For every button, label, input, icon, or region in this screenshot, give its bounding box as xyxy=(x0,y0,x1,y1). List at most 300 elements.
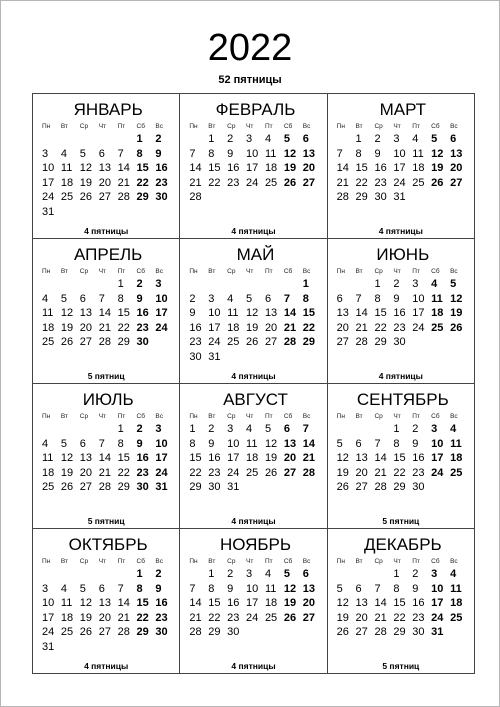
weekend-day: 13 xyxy=(450,147,463,160)
weekend-day: 22 xyxy=(136,176,149,189)
day-number: 24 xyxy=(227,466,240,479)
day-number: 25 xyxy=(264,176,278,189)
weekend-day: 6 xyxy=(283,423,290,435)
weekend-day: 7 xyxy=(283,292,290,305)
empty-cell xyxy=(61,277,80,292)
empty-cell xyxy=(227,277,246,292)
weekday-label: Вт xyxy=(60,413,68,420)
day-number: 18 xyxy=(42,466,55,479)
empty-cell xyxy=(99,277,118,292)
day-number: 18 xyxy=(264,597,278,609)
day-number: 3 xyxy=(208,292,215,305)
day-number: 14 xyxy=(98,307,111,319)
weekend-day: 24 xyxy=(431,611,444,624)
weekday-label: Пн xyxy=(189,123,198,130)
day-number: 17 xyxy=(42,176,55,189)
weekend-day: 6 xyxy=(450,133,457,145)
day-number: 3 xyxy=(42,582,49,595)
weekday-label: Ср xyxy=(227,558,236,565)
weekday-label: Чт xyxy=(246,268,254,275)
weekend-day: 19 xyxy=(450,307,463,319)
weekend-day: 27 xyxy=(450,176,463,189)
day-number: 22 xyxy=(189,466,202,479)
day-number: 14 xyxy=(374,452,387,464)
day-number: 18 xyxy=(246,452,259,464)
day-number: 8 xyxy=(393,582,400,595)
day-number: 11 xyxy=(412,147,424,160)
day-number: 23 xyxy=(393,321,406,334)
weekday-label: Вт xyxy=(208,413,216,420)
weekend-day: 2 xyxy=(155,133,162,145)
day-number: 4 xyxy=(42,437,49,450)
day-number: 29 xyxy=(117,481,130,493)
empty-cell xyxy=(284,277,303,292)
weekday-label: Чт xyxy=(393,558,401,565)
day-number: 24 xyxy=(42,626,55,638)
day-number: 20 xyxy=(79,321,93,334)
day-number: 12 xyxy=(336,452,349,464)
empty-cell xyxy=(208,277,227,292)
empty-cell xyxy=(61,567,80,582)
day-number: 26 xyxy=(336,481,349,493)
empty-cell xyxy=(337,277,356,292)
weekday-label: Пт xyxy=(264,123,273,130)
day-number: 8 xyxy=(117,437,124,450)
weekend-day: 9 xyxy=(155,147,162,160)
day-number: 17 xyxy=(42,611,55,624)
weekday-label: Вс xyxy=(302,123,311,130)
weekday-label: Чт xyxy=(393,123,401,130)
day-number: 16 xyxy=(189,321,202,334)
days-grid xyxy=(337,132,469,205)
day-number: 14 xyxy=(355,307,368,319)
day-number: 11 xyxy=(42,307,54,319)
day-number: 2 xyxy=(393,278,400,290)
day-number: 16 xyxy=(208,452,221,464)
weekday-label: Пн xyxy=(189,268,198,275)
weekend-day: 11 xyxy=(431,292,443,305)
weekend-day: 16 xyxy=(155,597,168,609)
day-number: 26 xyxy=(264,466,278,479)
day-number: 29 xyxy=(393,481,406,493)
day-number: 15 xyxy=(208,597,221,609)
day-number: 15 xyxy=(117,307,130,319)
weekend-day: 17 xyxy=(431,597,444,609)
day-number: 22 xyxy=(374,321,387,334)
weekday-label: Сб xyxy=(136,268,145,275)
month-name: ИЮНЬ xyxy=(376,245,430,264)
month-block xyxy=(33,529,180,674)
weekday-label: Вс xyxy=(155,413,164,420)
weekday-label: Вс xyxy=(450,268,458,275)
weekday-label: Вс xyxy=(155,123,164,130)
empty-cell xyxy=(80,422,99,437)
day-number: 7 xyxy=(189,582,196,595)
day-number: 27 xyxy=(79,336,93,348)
weekend-day: 24 xyxy=(155,321,168,334)
day-number: 25 xyxy=(264,611,278,624)
month-name: МАРТ xyxy=(379,100,427,119)
weekend-day: 23 xyxy=(136,321,149,334)
weekday-label: Вт xyxy=(60,123,68,130)
day-number: 27 xyxy=(355,481,368,493)
day-number: 11 xyxy=(264,147,277,160)
weekday-label: Сб xyxy=(283,268,293,275)
day-number: 12 xyxy=(60,307,74,319)
month-name: МАЙ xyxy=(236,245,275,264)
day-number: 9 xyxy=(227,147,234,160)
day-number: 29 xyxy=(208,626,221,638)
days-grid xyxy=(42,277,174,350)
day-number: 17 xyxy=(208,321,221,334)
weekend-day: 12 xyxy=(450,292,463,305)
day-number: 28 xyxy=(98,481,111,493)
day-number: 2 xyxy=(412,568,419,580)
empty-cell xyxy=(61,422,80,437)
empty-cell xyxy=(61,132,80,147)
weekend-day: 16 xyxy=(155,162,168,174)
weekend-day: 11 xyxy=(450,582,462,595)
weekday-label: Вс xyxy=(450,558,458,565)
days-grid xyxy=(42,567,174,654)
day-number: 1 xyxy=(393,568,400,580)
empty-cell xyxy=(189,277,208,292)
day-number: 25 xyxy=(412,176,425,189)
weekday-label: Ср xyxy=(79,123,89,130)
weekend-day: 26 xyxy=(431,176,444,189)
day-number: 7 xyxy=(355,292,362,305)
day-number: 24 xyxy=(42,191,55,203)
day-number: 18 xyxy=(42,321,55,334)
day-number: 26 xyxy=(336,626,349,638)
weekday-label: Пт xyxy=(117,268,126,275)
day-number: 8 xyxy=(117,292,124,305)
weekday-label: Сб xyxy=(283,123,293,130)
weekend-day: 20 xyxy=(283,452,297,464)
day-number: 9 xyxy=(227,582,234,595)
day-number: 21 xyxy=(117,611,130,624)
weekday-label: Вт xyxy=(208,268,216,275)
day-number: 14 xyxy=(189,597,202,609)
day-number: 9 xyxy=(393,292,400,305)
day-number: 22 xyxy=(355,176,368,189)
weekday-label: Вт xyxy=(355,558,363,565)
day-number: 4 xyxy=(42,292,49,305)
weekend-day: 3 xyxy=(431,423,438,435)
day-number: 10 xyxy=(42,597,55,609)
month-block xyxy=(328,94,475,239)
day-number: 28 xyxy=(374,626,387,638)
weekend-day: 10 xyxy=(431,437,444,450)
weekday-label: Чт xyxy=(98,558,107,565)
day-number: 4 xyxy=(264,568,272,580)
weekend-day: 4 xyxy=(450,423,457,435)
weekend-day: 22 xyxy=(302,321,315,334)
weekend-day: 15 xyxy=(302,307,315,319)
weekend-day: 30 xyxy=(155,626,168,638)
day-number: 21 xyxy=(336,176,349,189)
weekend-day: 29 xyxy=(136,191,149,203)
month-name: ИЮЛЬ xyxy=(82,390,134,409)
weekday-label: Чт xyxy=(246,558,254,565)
day-number: 5 xyxy=(79,147,86,160)
empty-cell xyxy=(246,277,265,292)
day-number: 1 xyxy=(117,423,124,435)
day-number: 9 xyxy=(412,582,419,595)
month-block xyxy=(328,384,475,529)
day-number: 5 xyxy=(336,582,343,595)
month-name: НОЯБРЬ xyxy=(219,535,292,554)
weekend-day: 6 xyxy=(302,568,309,580)
day-number: 5 xyxy=(246,292,253,305)
day-number: 12 xyxy=(264,437,278,450)
weekend-day: 25 xyxy=(431,321,444,334)
empty-cell xyxy=(356,567,375,582)
day-number: 19 xyxy=(246,321,259,334)
day-number: 6 xyxy=(98,147,105,160)
weekend-day: 23 xyxy=(136,466,149,479)
weekend-day: 7 xyxy=(302,423,309,435)
weekday-label: Ср xyxy=(79,268,89,275)
weekday-label: Вс xyxy=(450,413,458,420)
weekend-day: 13 xyxy=(302,147,315,160)
day-number: 28 xyxy=(117,626,130,638)
day-number: 3 xyxy=(412,278,419,290)
weekday-header xyxy=(189,267,321,277)
weekend-day: 6 xyxy=(302,133,309,145)
year-title: 2022 xyxy=(207,27,293,69)
day-number: 29 xyxy=(189,481,202,493)
day-number: 7 xyxy=(117,582,124,595)
day-number: 1 xyxy=(374,278,381,290)
weekend-day: 21 xyxy=(302,452,315,464)
weekend-day: 19 xyxy=(431,162,444,174)
day-number: 14 xyxy=(374,597,387,609)
day-number: 31 xyxy=(42,640,55,653)
weekday-label: Ср xyxy=(227,413,236,420)
weekend-day: 2 xyxy=(136,423,143,435)
day-number: 2 xyxy=(189,292,196,305)
day-number: 20 xyxy=(336,321,349,334)
day-number: 31 xyxy=(227,481,240,493)
day-number: 18 xyxy=(60,176,74,189)
day-number: 9 xyxy=(189,307,196,319)
day-number: 22 xyxy=(117,466,130,479)
day-number: 27 xyxy=(98,191,111,203)
day-number: 1 xyxy=(117,278,124,290)
day-number: 5 xyxy=(264,423,272,435)
weekday-label: Пн xyxy=(336,558,345,565)
day-number: 6 xyxy=(79,437,86,450)
day-number: 30 xyxy=(189,350,202,363)
weekday-header xyxy=(337,267,469,277)
weekday-label: Пт xyxy=(412,558,420,565)
weekday-label: Пн xyxy=(189,558,198,565)
day-number: 14 xyxy=(98,452,111,464)
day-number: 4 xyxy=(412,133,419,145)
day-number: 16 xyxy=(393,307,406,319)
weekend-day: 8 xyxy=(136,582,143,595)
day-number: 14 xyxy=(117,597,130,609)
weekday-label: Вт xyxy=(355,268,363,275)
weekend-day: 25 xyxy=(450,466,463,479)
month-block xyxy=(33,384,180,529)
weekend-day: 31 xyxy=(431,626,444,638)
month-name: ФЕВРАЛЬ xyxy=(215,100,296,119)
weekday-label: Ср xyxy=(374,413,383,420)
weekend-day: 9 xyxy=(136,437,143,450)
day-number: 1 xyxy=(208,568,215,580)
weekday-label: Пн xyxy=(42,268,51,275)
day-number: 26 xyxy=(60,336,74,348)
empty-cell xyxy=(80,567,99,582)
day-number: 21 xyxy=(98,321,111,334)
empty-cell xyxy=(265,277,284,292)
weekend-day: 8 xyxy=(302,292,309,305)
weekend-day: 9 xyxy=(136,292,143,305)
day-number: 5 xyxy=(60,292,68,305)
weekday-label: Вт xyxy=(355,413,363,420)
weekday-label: Вс xyxy=(155,558,164,565)
weekday-label: Сб xyxy=(431,268,440,275)
day-number: 18 xyxy=(412,162,425,174)
weekend-day: 18 xyxy=(450,452,463,464)
weekend-day: 3 xyxy=(155,423,162,435)
weekday-label: Вс xyxy=(155,268,164,275)
day-number: 10 xyxy=(246,582,259,595)
day-number: 3 xyxy=(42,147,49,160)
day-number: 6 xyxy=(355,437,362,450)
day-number: 1 xyxy=(393,423,400,435)
day-number: 19 xyxy=(336,611,349,624)
day-number: 2 xyxy=(412,423,419,435)
day-number: 3 xyxy=(246,133,253,145)
weekday-label: Пн xyxy=(189,413,198,420)
month-fridays-count: 4 пятницы xyxy=(378,226,423,236)
day-number: 4 xyxy=(60,582,68,595)
day-number: 23 xyxy=(208,466,221,479)
day-number: 16 xyxy=(227,162,240,174)
weekend-day: 26 xyxy=(283,176,297,189)
day-number: 29 xyxy=(393,626,406,638)
weekend-day: 23 xyxy=(155,176,168,189)
weekend-day: 2 xyxy=(155,568,162,580)
empty-cell xyxy=(189,567,208,582)
empty-cell xyxy=(80,277,99,292)
day-number: 4 xyxy=(246,423,253,435)
day-number: 30 xyxy=(208,481,221,493)
weekday-label: Чт xyxy=(393,413,401,420)
day-number: 28 xyxy=(117,191,130,203)
day-number: 6 xyxy=(98,582,105,595)
weekend-day: 20 xyxy=(450,162,463,174)
month-block xyxy=(33,239,180,384)
day-number: 10 xyxy=(227,437,240,450)
month-block xyxy=(180,94,327,239)
day-number: 12 xyxy=(246,307,259,319)
empty-cell xyxy=(42,277,61,292)
weekend-day: 14 xyxy=(283,307,297,319)
empty-cell xyxy=(42,567,61,582)
day-number: 21 xyxy=(374,466,387,479)
month-fridays-count: 5 пятниц xyxy=(87,371,125,381)
day-number: 24 xyxy=(246,611,259,624)
day-number: 13 xyxy=(336,307,349,319)
weekend-day: 19 xyxy=(283,162,297,174)
month-fridays-count: 5 пятниц xyxy=(382,516,420,526)
day-number: 8 xyxy=(374,292,381,305)
day-number: 24 xyxy=(208,336,221,348)
day-number: 17 xyxy=(393,162,406,174)
day-number: 17 xyxy=(227,452,240,464)
empty-cell xyxy=(356,422,375,437)
day-number: 19 xyxy=(79,176,93,189)
day-number: 7 xyxy=(374,437,381,450)
day-number: 12 xyxy=(79,597,93,609)
day-number: 20 xyxy=(98,611,111,624)
day-number: 29 xyxy=(355,191,368,203)
day-number: 20 xyxy=(79,466,93,479)
weekend-day: 29 xyxy=(302,336,315,348)
weekday-header xyxy=(42,122,174,132)
day-number: 19 xyxy=(264,452,278,464)
weekend-day: 26 xyxy=(283,611,297,624)
day-number: 22 xyxy=(393,611,406,624)
month-block xyxy=(33,94,180,239)
weekend-day: 31 xyxy=(155,481,168,493)
weekend-day: 29 xyxy=(136,626,149,638)
weekend-day: 24 xyxy=(155,466,168,479)
weekend-day: 17 xyxy=(155,452,168,464)
weekday-label: Ср xyxy=(227,268,236,275)
weekday-label: Ср xyxy=(374,558,383,565)
day-number: 23 xyxy=(189,336,202,348)
day-number: 25 xyxy=(42,336,55,348)
day-number: 29 xyxy=(374,336,387,348)
weekend-day: 5 xyxy=(283,568,290,580)
day-number: 23 xyxy=(374,176,387,189)
month-name: ОКТЯБРЬ xyxy=(68,535,148,554)
weekday-label: Ср xyxy=(374,123,383,130)
empty-cell xyxy=(118,132,137,147)
weekday-label: Пн xyxy=(336,268,345,275)
weekend-day: 27 xyxy=(283,466,297,479)
weekend-day: 3 xyxy=(155,278,162,290)
weekday-label: Пт xyxy=(264,268,273,275)
day-number: 1 xyxy=(208,133,215,145)
day-number: 21 xyxy=(189,176,202,189)
weekend-day: 10 xyxy=(431,582,444,595)
weekend-day: 23 xyxy=(155,611,168,624)
day-number: 5 xyxy=(336,437,343,450)
weekday-label: Вт xyxy=(208,123,216,130)
day-number: 12 xyxy=(60,452,74,464)
empty-cell xyxy=(99,422,118,437)
month-name: АВГУСТ xyxy=(223,390,288,409)
empty-cell xyxy=(118,567,137,582)
weekend-day: 4 xyxy=(431,278,438,290)
weekday-label: Пт xyxy=(412,268,420,275)
day-number: 21 xyxy=(98,466,111,479)
day-number: 24 xyxy=(412,321,425,334)
day-number: 2 xyxy=(208,423,215,435)
day-number: 13 xyxy=(98,597,111,609)
month-name: СЕНТЯБРЬ xyxy=(356,390,449,409)
month-block xyxy=(180,239,327,384)
day-number: 19 xyxy=(60,321,74,334)
day-number: 27 xyxy=(355,626,368,638)
empty-cell xyxy=(374,567,393,582)
